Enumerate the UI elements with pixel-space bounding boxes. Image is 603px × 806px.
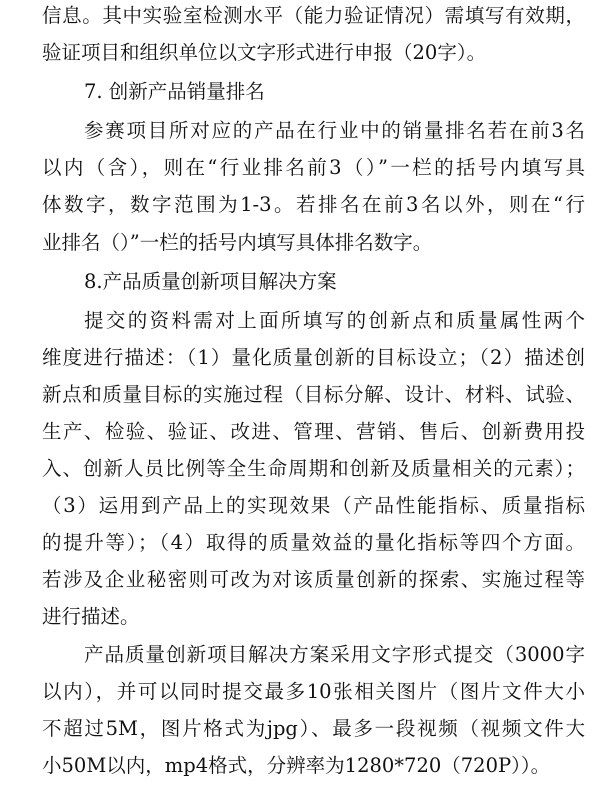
- section-8-para1-line-2: 维度进行描述：（1）量化质量创新的目标设立；（2）描述创: [42, 346, 585, 369]
- section-8-para1-line-1: 提交的资料需对上面所填写的创新点和质量属性两个: [84, 309, 585, 332]
- section-7-line-1: 参赛项目所对应的产品在行业中的销量排名若在前3名: [84, 119, 585, 142]
- section-8-para2-line-1: 产品质量创新项目解决方案采用文字形式提交（3000字: [84, 643, 585, 666]
- section-8-para2-line-4: 小50M以内，mp4格式，分辨率为1280*720（720P））。: [42, 754, 551, 777]
- section-8-para2-line-2: 以内），并可以同时提交最多10张相关图片（图片文件大小: [42, 680, 585, 703]
- section-8-para1-line-9: 进行描述。: [42, 605, 140, 628]
- section-8-para1-line-3: 新点和质量目标的实施过程（目标分解、设计、材料、试验、: [42, 383, 585, 406]
- section-7-line-2: 以内（含），则在“行业排名前3（）”一栏的括号内填写具: [42, 156, 585, 179]
- section-7-heading: 7. 创新产品销量排名: [84, 80, 265, 103]
- section-8-para1-line-5: 入、创新人员比例等全生命周期和创新及质量相关的元素）；: [42, 457, 585, 480]
- section-8-para1-line-4: 生产、检验、验证、改进、管理、营销、售后、创新费用投: [42, 420, 585, 443]
- section-7-line-4: 业排名（）”一栏的括号内填写具体排名数字。: [42, 231, 433, 254]
- section-8-para1-line-7: 的提升等）；（4）取得的质量效益的量化指标等四个方面。: [42, 531, 585, 554]
- section-8-para1-line-6: （3）运用到产品上的实现效果（产品性能指标、质量指标: [42, 494, 585, 517]
- section-8-heading: 8.产品质量创新项目解决方案: [84, 270, 337, 293]
- section-8-para1-line-8: 若涉及企业秘密则可改为对该质量创新的探索、实施过程等: [42, 568, 585, 591]
- intro-line-1: 信息。其中实验室检测水平（能力验证情况）需填写有效期，: [42, 4, 585, 27]
- section-7-line-3: 体数字，数字范围为1-3。若排名在前3名以外，则在“行: [42, 193, 585, 216]
- intro-line-2: 验证项目和组织单位以文字形式进行申报（20字）。: [42, 41, 487, 64]
- section-8-para2-line-3: 不超过5M，图片格式为jpg）、最多一段视频（视频文件大: [42, 717, 585, 740]
